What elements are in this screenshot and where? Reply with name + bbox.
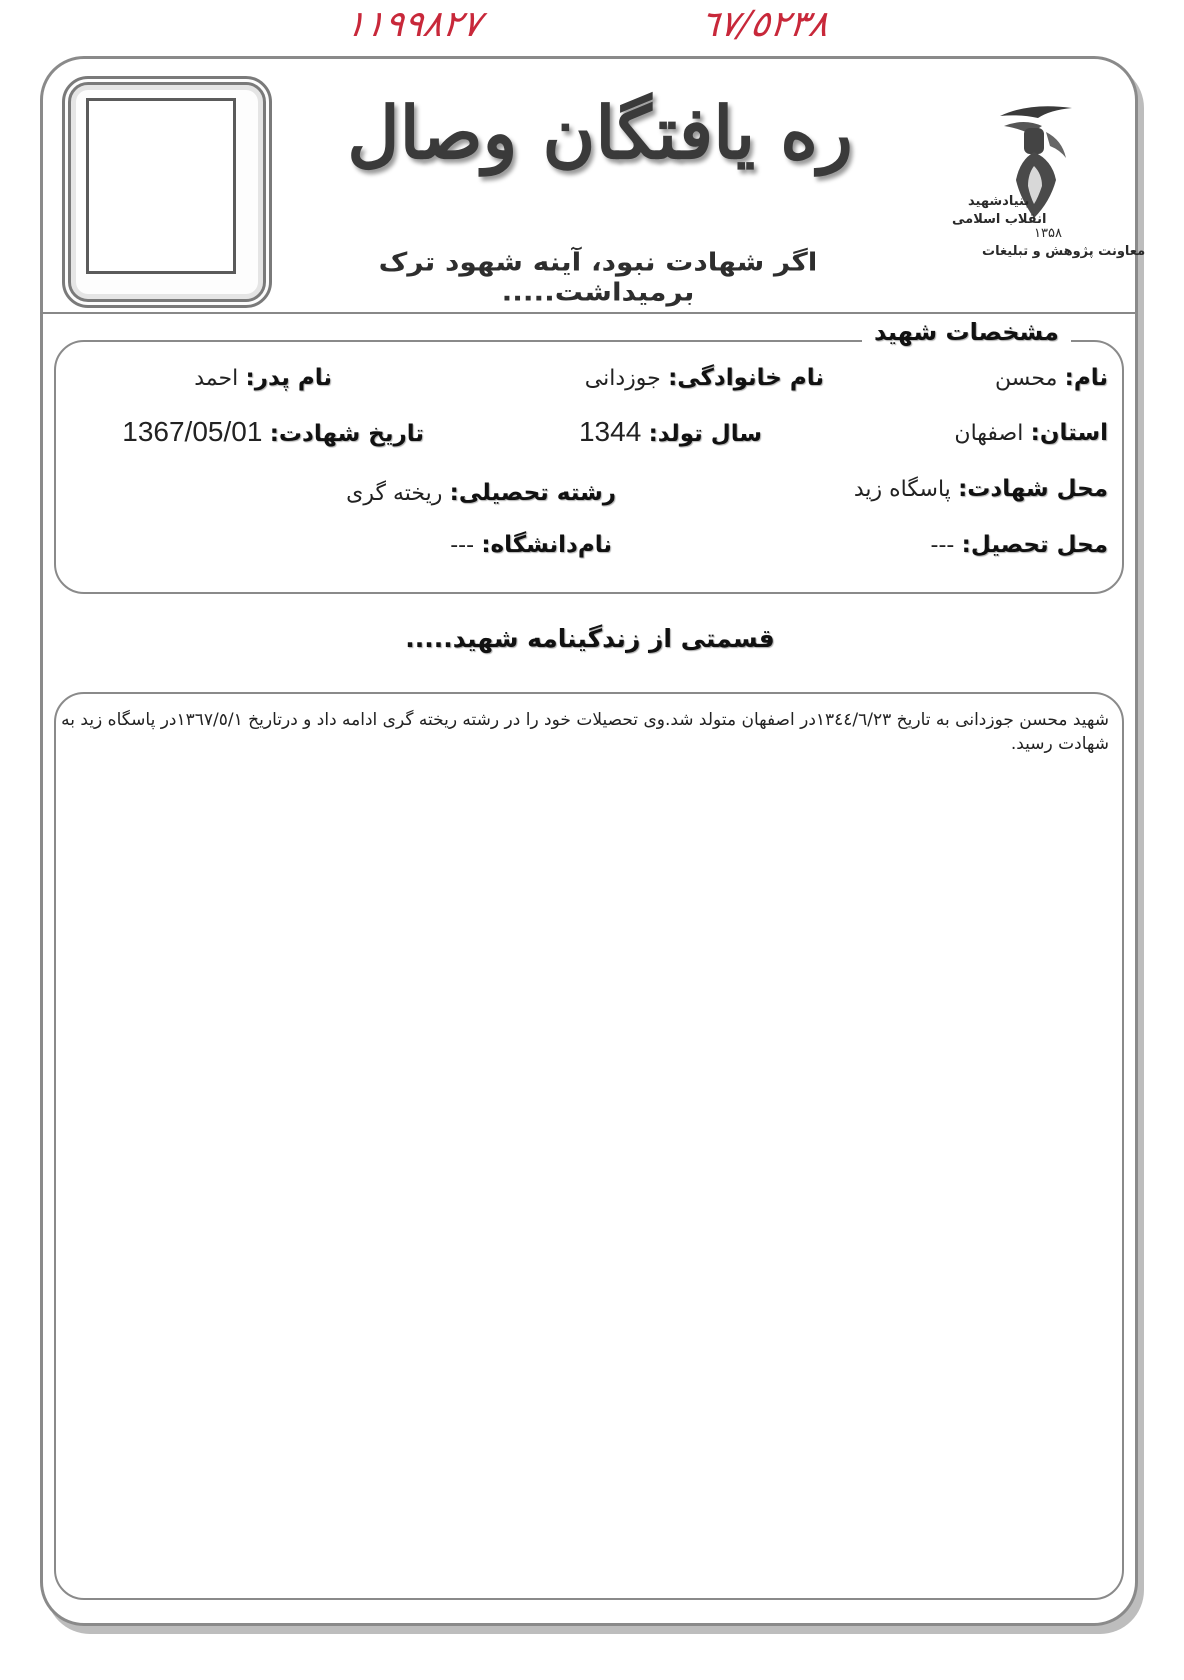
first-name-value: محسن — [995, 366, 1058, 391]
page-title: ره یافتگان وصال — [347, 90, 853, 175]
logo-department: معاونت پژوهش و تبلیغات — [982, 244, 1146, 259]
university-value: --- — [450, 533, 475, 558]
family-name-field — [585, 365, 824, 391]
birth-year-value: 1344 — [578, 416, 642, 447]
province-value: اصفهان — [954, 421, 1024, 446]
province-field — [954, 420, 1108, 446]
martyrdom-place-field — [854, 476, 1108, 502]
birth-year-label: سال تولد: — [648, 421, 762, 447]
handwritten-file-number: ٦٧/٥٢٣٨ — [697, 4, 832, 45]
logo-revolution-name: انقلاب اسلامی — [952, 212, 1047, 227]
study-place-field — [931, 532, 1109, 558]
martyrdom-date-value: 1367/05/01 — [122, 416, 263, 447]
family-name-value: جوزدانی — [584, 366, 661, 391]
logo-foundation-name: بنیادشهید — [968, 194, 1030, 209]
first-name-label: نام: — [1064, 365, 1108, 391]
biography-box — [54, 692, 1124, 1600]
family-name-label: نام خانوادگی: — [668, 365, 824, 391]
biography-text: شهید محسن جوزدانی به تاریخ ۱۳٤٤/٦/۲۳در اصفهان متولد شد.وی تحصیلات خود را در رشته ریخته گری ادامه داد و درتاریخ ۱۳٦۷/٥/۱در پاسگاه زید به شهادت رسید. — [61, 710, 1109, 754]
study-place-value: --- — [930, 533, 955, 558]
logo-year: ۱۳۵۸ — [1034, 226, 1062, 241]
martyrdom-date-label: تاریخ شهادت: — [269, 421, 424, 447]
martyrdom-date-field — [122, 416, 424, 448]
martyrdom-place-value: پاسگاه زید — [853, 477, 951, 502]
birth-year-field — [579, 416, 762, 448]
province-label: استان: — [1030, 420, 1108, 446]
university-label: نام‌دانشگاه: — [481, 532, 612, 558]
university-field — [450, 532, 612, 558]
field-of-study-value: ریخته گری — [346, 481, 443, 506]
field-of-study-label: رشته تحصیلی: — [449, 480, 616, 506]
biography-heading: قسمتی از زندگینامه شهید..... — [405, 624, 775, 653]
handwritten-archive-number: ۱۱۹۹۸۲۷ — [343, 4, 485, 45]
father-name-field — [194, 365, 332, 391]
martyr-details-heading: مشخصات شهید — [862, 318, 1071, 346]
photo-placeholder — [86, 98, 236, 274]
first-name-field — [995, 365, 1108, 391]
field-of-study-field — [346, 480, 616, 506]
martyrdom-place-label: محل شهادت: — [958, 476, 1108, 502]
page-subtitle: اگر شهادت نبود، آینه شهود ترک برمیداشت..... — [378, 247, 818, 307]
study-place-label: محل تحصیل: — [961, 532, 1108, 558]
header-divider — [40, 312, 1135, 314]
father-name-label: نام پدر: — [245, 365, 332, 391]
father-name-value: احمد — [194, 366, 239, 391]
